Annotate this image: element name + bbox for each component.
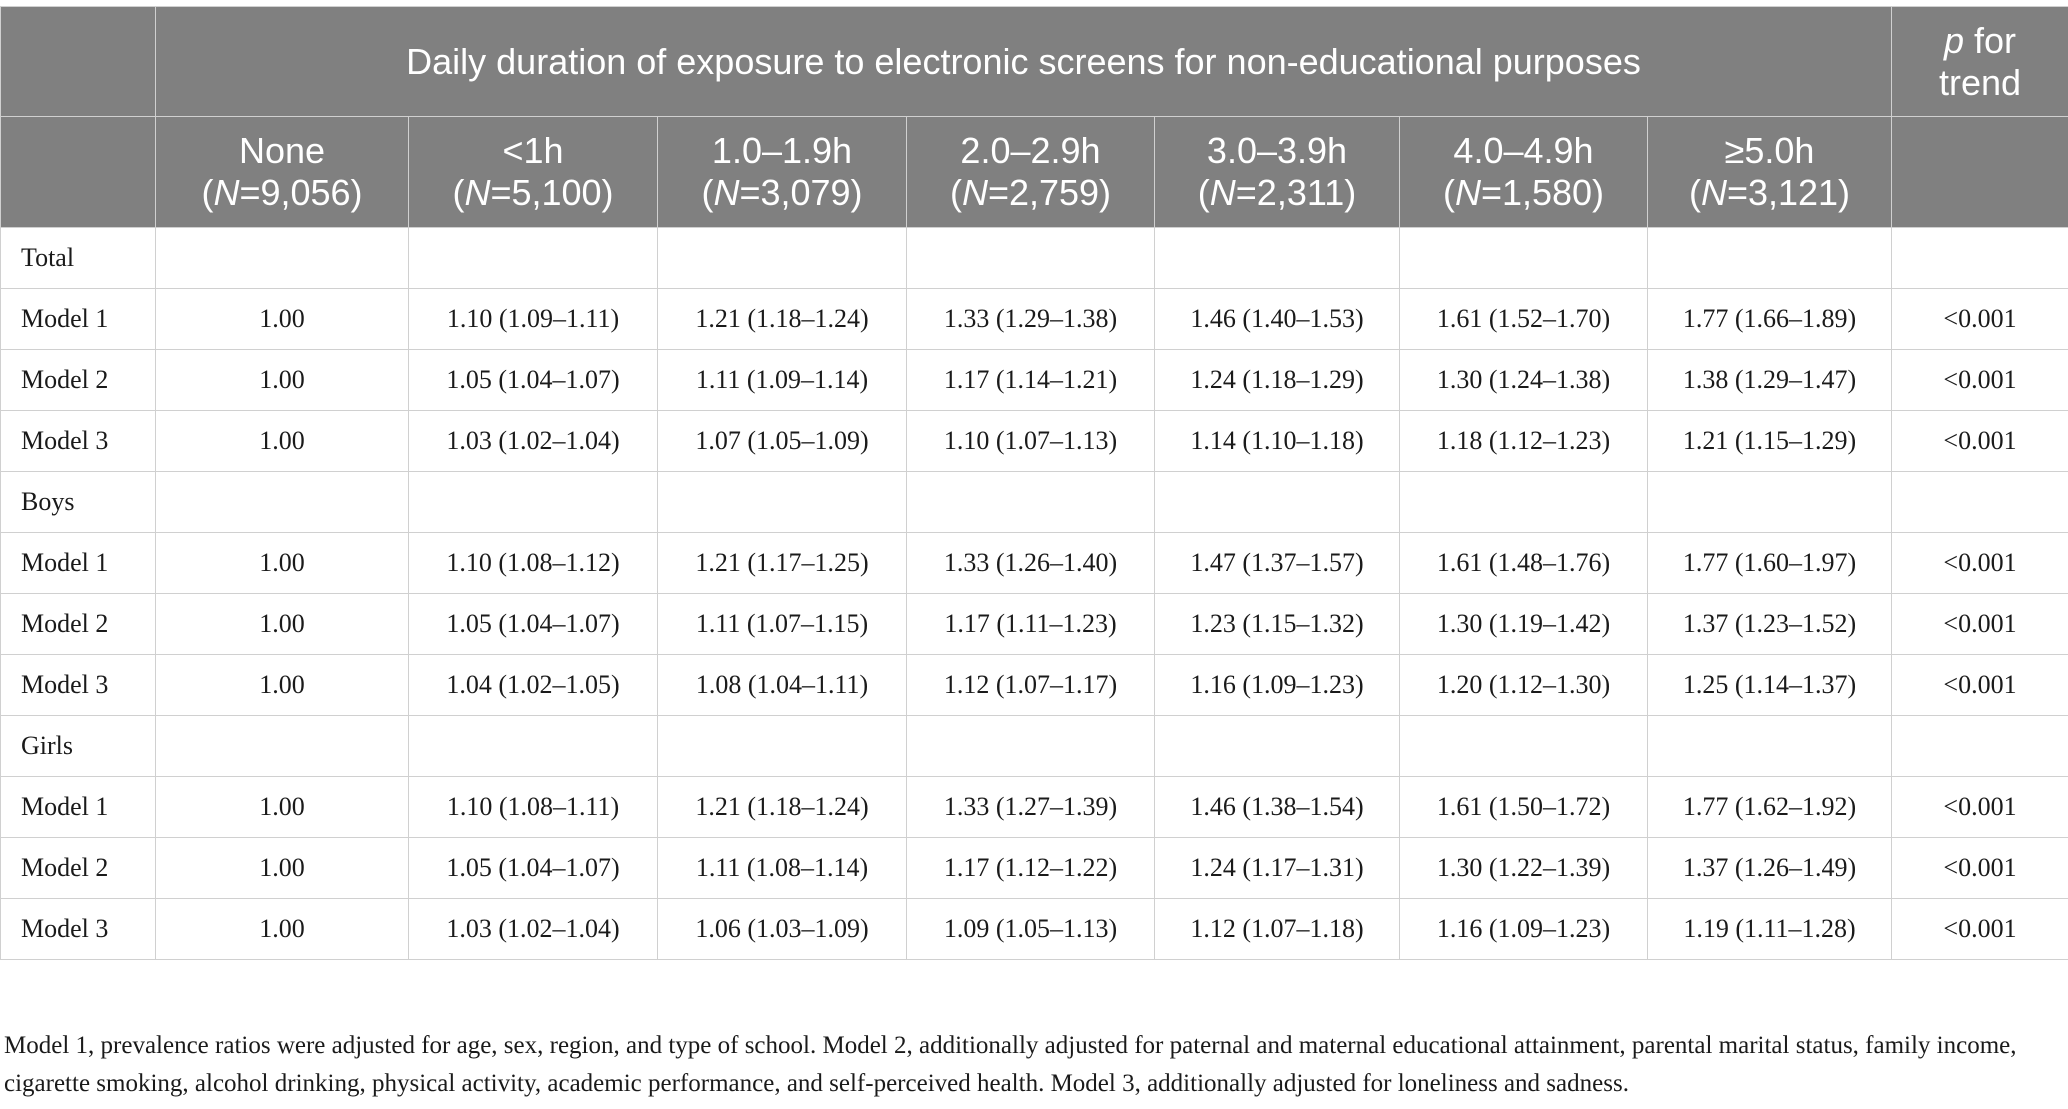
table-row xyxy=(1,899,2068,960)
table-row xyxy=(1,838,2068,899)
ratio-cell: 1.17 (1.11–1.23) xyxy=(907,594,1155,655)
section-empty-cell xyxy=(1400,228,1648,289)
table-footnote: Model 1, prevalence ratios were adjusted for age, sex, region, and type of school. Model 2, additionally adjusted for paternal and maternal educational attainment, parental marital status, family income, cigarette smoking, alcohol drinking, physical activity, academic performance, and self-perceived health. Model 3, additionally adjusted for loneliness and sadness. xyxy=(4,1032,2017,1097)
group-n-prefix: ( xyxy=(949,172,962,213)
group-header-4 xyxy=(1155,117,1400,228)
group-n-value: =3,121) xyxy=(1726,172,1851,213)
section-empty-cell xyxy=(1155,472,1400,533)
group-n-value: =1,580) xyxy=(1480,172,1605,213)
ratio-cell: 1.16 (1.09–1.23) xyxy=(1155,655,1400,716)
ratio-cell: 1.10 (1.07–1.13) xyxy=(907,411,1155,472)
table-row xyxy=(1,350,2068,411)
ratio-cell: 1.03 (1.02–1.04) xyxy=(409,899,658,960)
ratio-cell: 1.21 (1.15–1.29) xyxy=(1648,411,1892,472)
model-label: Model 2 xyxy=(1,350,156,411)
section-row xyxy=(1,472,2068,533)
section-empty-cell xyxy=(1155,716,1400,777)
section-empty-cell xyxy=(1892,472,2068,533)
ratio-cell: 1.11 (1.09–1.14) xyxy=(658,350,907,411)
section-title: Girls xyxy=(1,716,156,777)
p-for-text: for xyxy=(1964,19,2017,61)
table-row xyxy=(1,777,2068,838)
ratio-cell: 1.12 (1.07–1.18) xyxy=(1155,899,1400,960)
section-row xyxy=(1,716,2068,777)
ratio-cell: 1.10 (1.09–1.11) xyxy=(409,289,658,350)
results-table-container xyxy=(0,6,2068,960)
ratio-cell: 1.33 (1.27–1.39) xyxy=(907,777,1155,838)
ratio-cell: 1.00 xyxy=(156,777,409,838)
p-trend-cell: <0.001 xyxy=(1892,838,2068,899)
section-empty-cell xyxy=(907,228,1155,289)
ratio-cell: 1.21 (1.17–1.25) xyxy=(658,533,907,594)
table-row xyxy=(1,594,2068,655)
table-header xyxy=(1,7,2068,228)
ratio-cell: 1.00 xyxy=(156,594,409,655)
group-n-value: =9,056) xyxy=(239,172,363,213)
ratio-cell: 1.21 (1.18–1.24) xyxy=(658,289,907,350)
ratio-cell: 1.04 (1.02–1.05) xyxy=(409,655,658,716)
ratio-cell: 1.16 (1.09–1.23) xyxy=(1400,899,1648,960)
group-n-prefix: ( xyxy=(701,172,714,213)
section-empty-cell xyxy=(658,716,907,777)
ratio-cell: 1.33 (1.26–1.40) xyxy=(907,533,1155,594)
table-row xyxy=(1,655,2068,716)
ratio-cell: 1.00 xyxy=(156,899,409,960)
section-empty-cell xyxy=(156,716,409,777)
ratio-cell: 1.14 (1.10–1.18) xyxy=(1155,411,1400,472)
group-n-letter: N xyxy=(464,172,491,213)
exposure-duration-header: Daily duration of exposure to electronic screens for non-educational purposes xyxy=(156,7,1892,117)
group-n-letter: N xyxy=(1700,172,1727,213)
ratio-cell: 1.61 (1.50–1.72) xyxy=(1400,777,1648,838)
ratio-cell: 1.38 (1.29–1.47) xyxy=(1648,350,1892,411)
table-row xyxy=(1,411,2068,472)
model-label: Model 1 xyxy=(1,289,156,350)
ratio-cell: 1.46 (1.38–1.54) xyxy=(1155,777,1400,838)
group-n-prefix: ( xyxy=(1197,172,1210,213)
model-label: Model 2 xyxy=(1,594,156,655)
group-n-letter: N xyxy=(213,172,240,213)
section-empty-cell xyxy=(409,228,658,289)
group-n-value: =3,079) xyxy=(739,172,863,213)
p-trend-cell: <0.001 xyxy=(1892,289,2068,350)
group-label: <1h xyxy=(502,130,564,171)
group-header-1 xyxy=(409,117,658,228)
section-empty-cell xyxy=(1155,228,1400,289)
ratio-cell: 1.03 (1.02–1.04) xyxy=(409,411,658,472)
ratio-cell: 1.23 (1.15–1.32) xyxy=(1155,594,1400,655)
ratio-cell: 1.00 xyxy=(156,533,409,594)
ratio-cell: 1.08 (1.04–1.11) xyxy=(658,655,907,716)
section-title: Total xyxy=(1,228,156,289)
ratio-cell: 1.06 (1.03–1.09) xyxy=(658,899,907,960)
model-label: Model 3 xyxy=(1,655,156,716)
ratio-cell: 1.17 (1.12–1.22) xyxy=(907,838,1155,899)
p-trend-cell: <0.001 xyxy=(1892,594,2068,655)
group-n-letter: N xyxy=(1454,172,1481,213)
group-label: 2.0–2.9h xyxy=(960,130,1101,171)
ratio-cell: 1.61 (1.48–1.76) xyxy=(1400,533,1648,594)
section-empty-cell xyxy=(1892,228,2068,289)
ratio-cell: 1.77 (1.66–1.89) xyxy=(1648,289,1892,350)
ratio-cell: 1.05 (1.04–1.07) xyxy=(409,838,658,899)
ratio-cell: 1.24 (1.18–1.29) xyxy=(1155,350,1400,411)
model-label: Model 1 xyxy=(1,533,156,594)
section-empty-cell xyxy=(1892,716,2068,777)
table-body xyxy=(1,228,2068,960)
ratio-cell: 1.30 (1.19–1.42) xyxy=(1400,594,1648,655)
section-title: Boys xyxy=(1,472,156,533)
group-header-3 xyxy=(907,117,1155,228)
header-corner-cell xyxy=(1,7,156,117)
ratio-cell: 1.46 (1.40–1.53) xyxy=(1155,289,1400,350)
ratio-cell: 1.05 (1.04–1.07) xyxy=(409,350,658,411)
group-label: None xyxy=(238,130,326,171)
ratio-cell: 1.00 xyxy=(156,838,409,899)
ratio-cell: 1.77 (1.60–1.97) xyxy=(1648,533,1892,594)
ratio-cell: 1.00 xyxy=(156,350,409,411)
p-trend-text: trend xyxy=(1938,61,2022,103)
section-empty-cell xyxy=(907,716,1155,777)
ratio-cell: 1.30 (1.24–1.38) xyxy=(1400,350,1648,411)
group-label: 4.0–4.9h xyxy=(1453,130,1594,171)
ratio-cell: 1.00 xyxy=(156,289,409,350)
ratio-cell: 1.77 (1.62–1.92) xyxy=(1648,777,1892,838)
section-row xyxy=(1,228,2068,289)
ratio-cell: 1.05 (1.04–1.07) xyxy=(409,594,658,655)
table-row xyxy=(1,289,2068,350)
section-empty-cell xyxy=(1648,472,1892,533)
p-letter: p xyxy=(1943,19,1964,61)
p-trend-cell: <0.001 xyxy=(1892,899,2068,960)
ratio-cell: 1.00 xyxy=(156,411,409,472)
model-label: Model 1 xyxy=(1,777,156,838)
section-empty-cell xyxy=(1400,472,1648,533)
ratio-cell: 1.11 (1.07–1.15) xyxy=(658,594,907,655)
ratio-cell: 1.47 (1.37–1.57) xyxy=(1155,533,1400,594)
ratio-cell: 1.18 (1.12–1.23) xyxy=(1400,411,1648,472)
group-n-letter: N xyxy=(961,172,988,213)
section-empty-cell xyxy=(1648,228,1892,289)
ratio-cell: 1.10 (1.08–1.11) xyxy=(409,777,658,838)
group-header-6 xyxy=(1648,117,1892,228)
section-empty-cell xyxy=(409,716,658,777)
model-label: Model 3 xyxy=(1,899,156,960)
ratio-cell: 1.20 (1.12–1.30) xyxy=(1400,655,1648,716)
ratio-cell: 1.24 (1.17–1.31) xyxy=(1155,838,1400,899)
header-row-groups xyxy=(1,117,2068,228)
group-header-5 xyxy=(1400,117,1648,228)
group-n-prefix: ( xyxy=(1442,172,1455,213)
p-trend-cell: <0.001 xyxy=(1892,411,2068,472)
header-blank-right xyxy=(1892,117,2068,228)
group-header-2 xyxy=(658,117,907,228)
group-n-value: =5,100) xyxy=(490,172,614,213)
group-n-prefix: ( xyxy=(201,172,214,213)
prevalence-ratio-table xyxy=(0,6,2068,960)
group-n-value: =2,759) xyxy=(987,172,1112,213)
ratio-cell: 1.07 (1.05–1.09) xyxy=(658,411,907,472)
model-label: Model 3 xyxy=(1,411,156,472)
section-empty-cell xyxy=(658,472,907,533)
group-n-letter: N xyxy=(713,172,740,213)
ratio-cell: 1.10 (1.08–1.12) xyxy=(409,533,658,594)
header-row-top xyxy=(1,7,2068,117)
section-empty-cell xyxy=(1400,716,1648,777)
group-n-value: =2,311) xyxy=(1235,172,1357,213)
p-trend-cell: <0.001 xyxy=(1892,533,2068,594)
ratio-cell: 1.21 (1.18–1.24) xyxy=(658,777,907,838)
group-label: 1.0–1.9h xyxy=(711,130,853,171)
p-for-trend-header xyxy=(1892,7,2068,117)
p-trend-cell: <0.001 xyxy=(1892,655,2068,716)
group-label: ≥5.0h xyxy=(1724,130,1815,171)
ratio-cell: 1.11 (1.08–1.14) xyxy=(658,838,907,899)
model-label: Model 2 xyxy=(1,838,156,899)
group-header-0 xyxy=(156,117,409,228)
ratio-cell: 1.25 (1.14–1.37) xyxy=(1648,655,1892,716)
ratio-cell: 1.30 (1.22–1.39) xyxy=(1400,838,1648,899)
section-empty-cell xyxy=(156,472,409,533)
ratio-cell: 1.09 (1.05–1.13) xyxy=(907,899,1155,960)
section-empty-cell xyxy=(156,228,409,289)
ratio-cell: 1.17 (1.14–1.21) xyxy=(907,350,1155,411)
ratio-cell: 1.12 (1.07–1.17) xyxy=(907,655,1155,716)
section-empty-cell xyxy=(1648,716,1892,777)
section-empty-cell xyxy=(907,472,1155,533)
ratio-cell: 1.37 (1.23–1.52) xyxy=(1648,594,1892,655)
ratio-cell: 1.00 xyxy=(156,655,409,716)
section-empty-cell xyxy=(409,472,658,533)
header-blank-left xyxy=(1,117,156,228)
ratio-cell: 1.19 (1.11–1.28) xyxy=(1648,899,1892,960)
group-n-prefix: ( xyxy=(1688,172,1701,213)
section-empty-cell xyxy=(658,228,907,289)
table-row xyxy=(1,533,2068,594)
group-label: 3.0–3.9h xyxy=(1206,130,1348,171)
ratio-cell: 1.37 (1.26–1.49) xyxy=(1648,838,1892,899)
p-trend-cell: <0.001 xyxy=(1892,350,2068,411)
group-n-letter: N xyxy=(1209,172,1236,213)
group-n-prefix: ( xyxy=(452,172,465,213)
p-trend-cell: <0.001 xyxy=(1892,777,2068,838)
ratio-cell: 1.33 (1.29–1.38) xyxy=(907,289,1155,350)
ratio-cell: 1.61 (1.52–1.70) xyxy=(1400,289,1648,350)
